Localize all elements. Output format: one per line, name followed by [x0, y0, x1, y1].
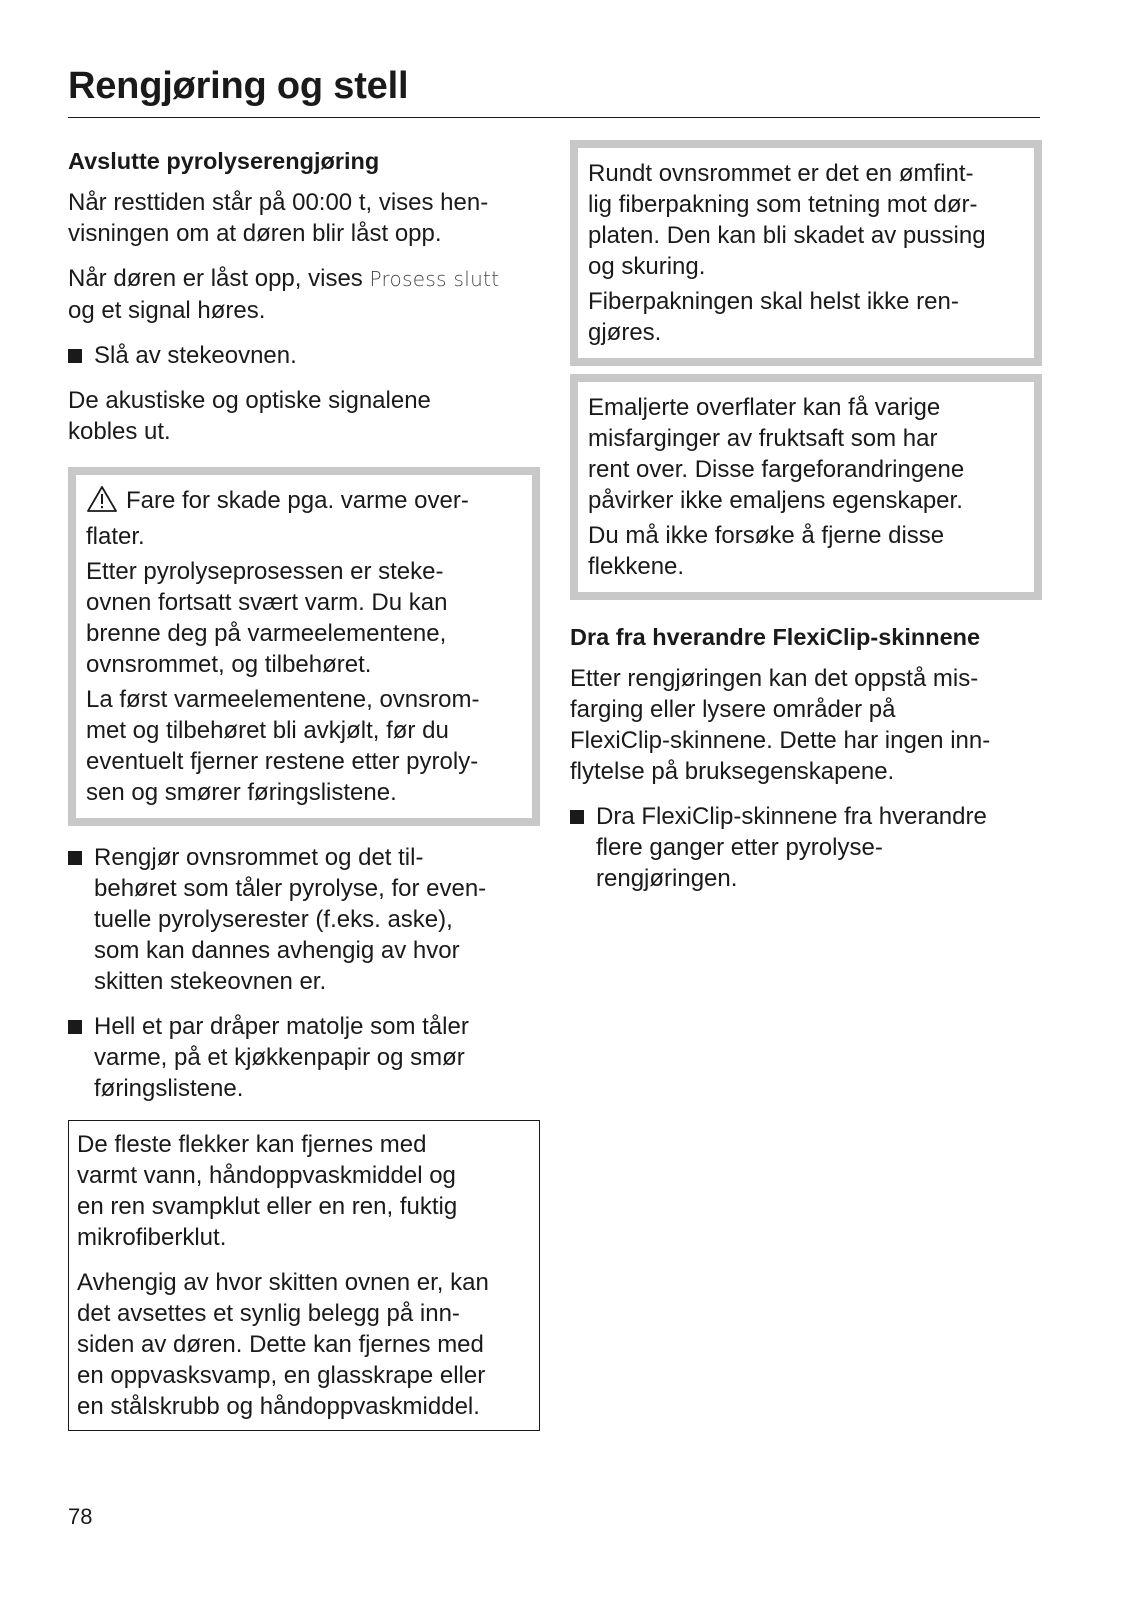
bullet-square-icon: [570, 810, 584, 824]
warning-paragraph-2: La først varmeelementene, ovnsrom- met og tilbehøret bli avkjølt, før du eventuelt fjerner restene etter pyroly- sen og smører føringslistene.: [86, 686, 480, 806]
bullet-square-icon: [68, 1020, 82, 1034]
info-box-fibre-seal-paragraph-1: Rundt ovnsrommet er det en ømfint- lig fiberpakning som tetning mot dør- platen. Den kan bli skadet av pussing og skuring.: [588, 160, 986, 280]
page-number: 78: [68, 1504, 93, 1529]
title-divider: [68, 117, 1040, 118]
info-box-enamel-paragraph-2: Du må ikke forsøke å fjerne disse flekkene.: [588, 522, 945, 580]
bullet-text-pull-apart-flexiclip: Dra FlexiClip-skinnene fra hverandre flere ganger etter pyrolyse- rengjøringen.: [596, 803, 987, 892]
info-box-enamel-paragraph-1: Emaljerte overflater kan få varige misfarginger av fruktsaft som har rent over. Disse fargeforandringene påvirker ikke emaljens egenskaper.: [588, 394, 965, 514]
bullet-text-clean-cavity: Rengjør ovnsrommet og det til- behøret som tåler pyrolyse, for even- tuelle pyrolyserester (f.eks. aske), som kan dannes avhengig av hvor skitten stekeovnen er.: [94, 844, 487, 995]
paragraph-signals-off: De akustiske og optiske signalene kobles ut.: [68, 387, 431, 445]
page-title: Rengjøring og stell: [68, 65, 409, 107]
warning-triangle-icon: [86, 485, 118, 521]
section-heading-flexiclip: Dra fra hverandre FlexiClip-skinnene: [570, 624, 981, 650]
section-heading-pyrolysis-end: Avslutte pyrolyserengjøring: [68, 148, 380, 174]
info-box-enamel: [570, 374, 1042, 600]
paragraph-flexiclip-discolouration: Etter rengjøringen kan det oppstå mis- farging eller lysere områder på FlexiClip-skinnene. Dette har ingen inn- flytelse på bruksegenskapene.: [570, 665, 991, 785]
paragraph-door-unlocked: [68, 263, 542, 326]
warning-title: Fare for skade pga. varme over- flater.: [86, 487, 469, 550]
bullet-square-icon: [68, 349, 82, 363]
left-column: [68, 140, 542, 1431]
paragraph-door-unlocked-text: Når døren er låst opp, vises: [68, 265, 370, 292]
warning-box: [68, 467, 540, 826]
paragraph-remaining-time: Når resttiden står på 00:00 t, vises hen- visningen om at døren blir låst opp.: [68, 189, 489, 247]
list-item: [68, 842, 542, 997]
list-item: [68, 340, 542, 371]
paragraph-door-unlocked-end: og et signal høres.: [68, 297, 266, 324]
bullet-text-switch-off: Slå av stekeovnen.: [94, 342, 297, 369]
display-message-text: Prosess slutt: [369, 267, 500, 291]
note-paragraph-2: Avhengig av hvor skitten ovnen er, kan det avsettes et synlig belegg på inn- siden av døren. Dette kan fjernes med en oppvasksvamp, en glasskrape eller en stålskrubb og håndoppvaskmiddel.: [77, 1269, 489, 1420]
note-paragraph-1: De fleste flekker kan fjernes med varmt vann, håndoppvaskmiddel og en ren svampklut eller en ren, fuktig mikrofiberklut.: [77, 1131, 458, 1251]
warning-paragraph-1: Etter pyrolyseprosessen er steke- ovnen fortsatt svært varm. Du kan brenne deg på varmeelementene, ovnsrommet, og tilbehøret.: [86, 558, 448, 678]
info-box-fibre-seal-paragraph-2: Fiberpakningen skal helst ikke ren- gjøres.: [588, 288, 959, 346]
warning-title-line: [86, 485, 518, 552]
right-column: [570, 140, 1042, 894]
bullet-square-icon: [68, 851, 82, 865]
list-item: [570, 801, 1042, 894]
info-box-fibre-seal: [570, 140, 1042, 366]
note-box: [68, 1120, 540, 1431]
list-item: [68, 1011, 542, 1104]
bullet-text-oil-runners: Hell et par dråper matolje som tåler varme, på et kjøkkenpapir og smør føringslistene.: [94, 1013, 469, 1102]
